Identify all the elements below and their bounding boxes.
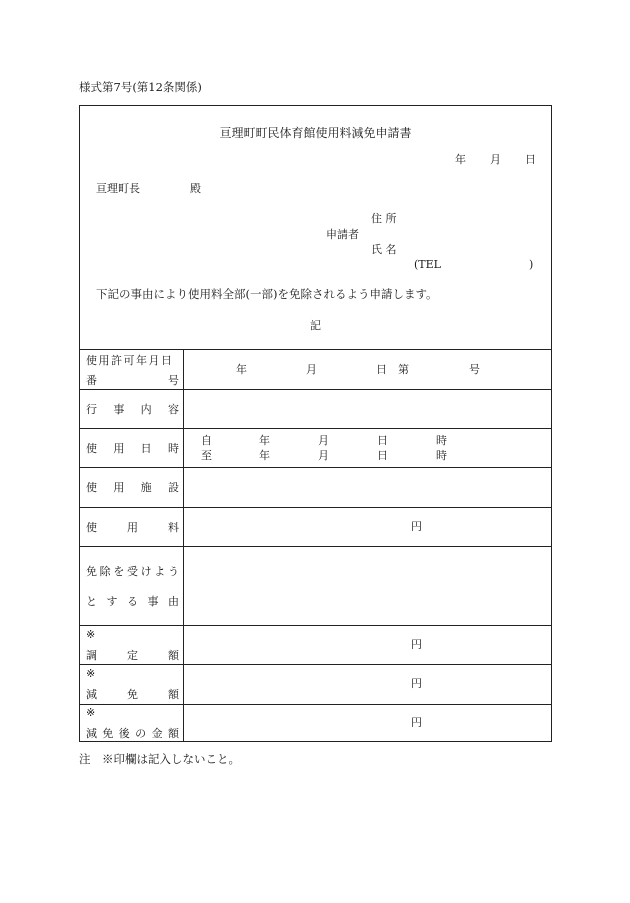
permit-label-ban: 番 (86, 374, 97, 387)
assessed-label: ※ 調 定 額 (86, 627, 179, 662)
request-text: 下記の事由により使用料全部(一部)を免除されるよう申請します。 (96, 287, 438, 301)
datetime-to: 至 (201, 449, 212, 462)
reason-input[interactable] (184, 547, 551, 625)
addressee-honorific: 殿 (190, 182, 201, 195)
to-year: 年 (259, 449, 270, 462)
reduction-unit: 円 (411, 677, 422, 690)
facility-label: 使 用 施 設 (86, 481, 179, 494)
address-label: 住 所 (371, 212, 397, 225)
assessed-unit: 円 (411, 638, 422, 651)
tel-open: (TEL (414, 258, 441, 271)
divider (80, 349, 551, 350)
form-title: 亘理町町民体育館使用料減免申請書 (219, 126, 412, 140)
event-label: 行 事 内 容 (86, 402, 179, 416)
permit-month: 月 (306, 363, 317, 376)
to-month: 月 (318, 449, 329, 462)
divider (80, 664, 551, 665)
reduction-mark: ※ (86, 666, 96, 680)
from-month: 月 (318, 434, 329, 447)
date-day: 日 (525, 153, 536, 166)
permit-label (80, 353, 183, 387)
datetime-from: 自 (201, 434, 212, 447)
permit-day: 日 (376, 363, 387, 376)
permit-label-line1: 使用許可年月日 (86, 354, 174, 367)
fee-label: 使 用 料 (86, 520, 179, 534)
tel-close: ) (529, 258, 534, 271)
after-unit: 円 (411, 716, 422, 729)
facility-input[interactable] (184, 468, 551, 507)
ki-label: 記 (310, 319, 321, 332)
permit-label-go: 号 (168, 374, 179, 387)
reason-label: 免 除 を 受 け よ う と す る 事 由 (86, 564, 179, 608)
to-day: 日 (377, 449, 388, 462)
assessed-mark: ※ (86, 627, 96, 641)
after-mark: ※ (86, 705, 96, 719)
permit-year: 年 (236, 363, 247, 376)
event-input[interactable] (184, 390, 551, 428)
after-label: ※ 減 免 後 の 金 額 (86, 705, 179, 740)
date-month: 月 (490, 153, 501, 166)
from-hour: 時 (436, 434, 447, 447)
name-label: 氏 名 (371, 243, 397, 256)
date-year: 年 (455, 153, 466, 166)
permit-dai: 第 (398, 363, 409, 376)
addressee-name: 亘理町長 (96, 182, 140, 195)
from-day: 日 (377, 434, 388, 447)
datetime-label: 使 用 日 時 (86, 441, 179, 455)
application-form (79, 105, 552, 742)
note: 注 ※印欄は記入しないこと。 (79, 752, 240, 766)
permit-go: 号 (469, 363, 480, 376)
applicant-label: 申請者 (326, 228, 359, 241)
from-year: 年 (259, 434, 270, 447)
divider (80, 625, 551, 626)
fee-unit: 円 (411, 520, 422, 533)
form-number: 様式第7号(第12条関係) (79, 80, 202, 94)
to-hour: 時 (436, 449, 447, 462)
reduction-label: ※ 減 免 額 (86, 666, 179, 701)
